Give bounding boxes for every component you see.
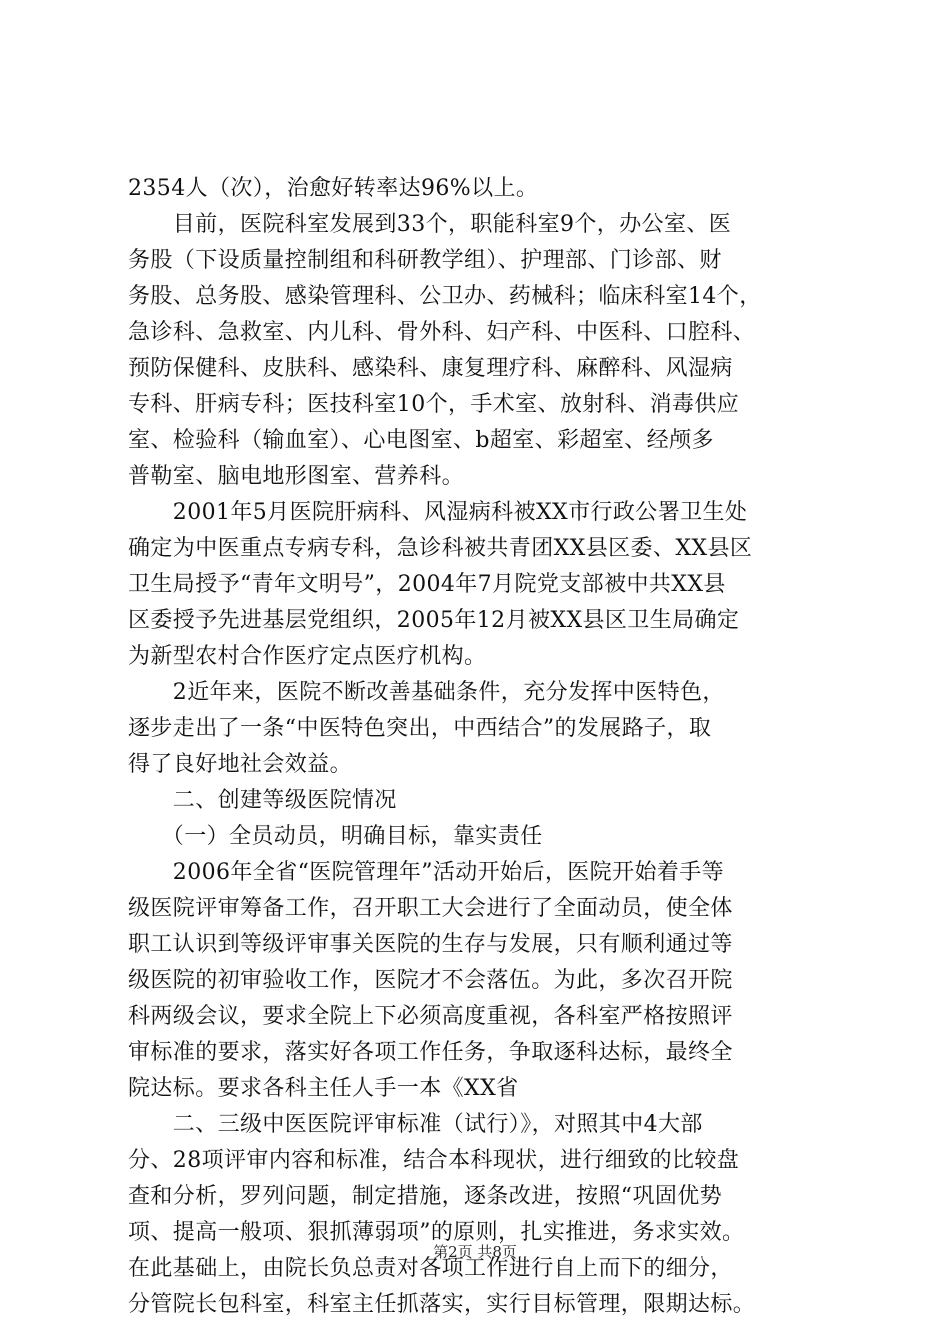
text-line: 专科、肝病专科；医技科室10个，手术室、放射科、消毒供应 <box>128 392 740 417</box>
text-line: 2001年5月医院肝病科、风湿病科被XX市行政公署卫生处 <box>128 500 748 525</box>
text-line: 卫生局授予“青年文明号”，2004年7月院党支部被中共XX县 <box>128 572 726 597</box>
text-line: 2354人（次），治愈好转率达96%以上。 <box>128 176 539 201</box>
section-heading: 二、创建等级医院情况 <box>128 788 397 813</box>
text-line: 2006年全省“医院管理年”活动开始后，医院开始着手等 <box>128 860 725 885</box>
text-line: 二、三级中医医院评审标准（试行）》，对照其中4大部 <box>128 1112 703 1137</box>
text-line: 2近年来，医院不断改善基础条件，充分发挥中医特色， <box>128 680 725 705</box>
text-line: 为新型农村合作医疗定点医疗机构。 <box>128 644 487 669</box>
text-line: 务股、总务股、感染管理科、公卫办、药械科；临床科室14个， <box>128 284 762 309</box>
text-line: 得了良好地社会效益。 <box>128 752 353 777</box>
text-line: 确定为中医重点专病专科，急诊科被共青团XX县区委、XX县区 <box>128 536 753 561</box>
text-line: 分、28项评审内容和标准，结合本科现状，进行细致的比较盘 <box>128 1148 740 1173</box>
text-line: 查和分析，罗列问题，制定措施，逐条改进，按照“巩固优势 <box>128 1184 723 1209</box>
subsection-heading: （一）全员动员，明确目标，靠实责任 <box>128 824 543 849</box>
text-line: 级医院的初审验收工作，医院才不会落伍。为此，多次召开院 <box>128 968 733 993</box>
text-line: 分管院长包科室，科室主任抓落实，实行目标管理，限期达标。 <box>128 1292 756 1317</box>
text-line: 目前，医院科室发展到33个，职能科室9个，办公室、医 <box>128 212 732 237</box>
text-line: 区委授予先进基层党组织，2005年12月被XX县区卫生局确定 <box>128 608 740 633</box>
text-line: 预防保健科、皮肤科、感染科、康复理疗科、麻醉科、风湿病 <box>128 356 733 381</box>
text-line: 室、检验科（输血室）、心电图室、b超室、彩超室、经颅多 <box>128 428 714 453</box>
text-line: 在此基础上，由院长负总责对各项工作进行自上而下的细分， <box>128 1256 733 1281</box>
text-line: 项、提高一般项、狠抓薄弱项”的原则，扎实推进，务求实效。 <box>128 1220 745 1245</box>
text-line: 急诊科、急救室、内儿科、骨外科、妇产科、中医科、口腔科、 <box>128 320 756 345</box>
text-line: 逐步走出了一条“中医特色突出，中西结合”的发展路子，取 <box>128 716 712 741</box>
text-line: 级医院评审筹备工作，召开职工大会进行了全面动员，使全体 <box>128 896 733 921</box>
page-number-footer: 第2页 共8页 <box>433 1243 517 1261</box>
text-line: 院达标。要求各科主任人手一本《XX省 <box>128 1076 519 1101</box>
text-line: 职工认识到等级评审事关医院的生存与发展，只有顺利通过等 <box>128 932 733 957</box>
text-line: 务股（下设质量控制组和科研教学组）、护理部、门诊部、财 <box>128 248 722 273</box>
text-line: 审标准的要求，落实好各项工作任务，争取逐科达标，最终全 <box>128 1040 733 1065</box>
text-line: 科两级会议，要求全院上下必须高度重视，各科室严格按照评 <box>128 1004 733 1029</box>
text-line: 普勒室、脑电地形图室、营养科。 <box>128 464 465 489</box>
